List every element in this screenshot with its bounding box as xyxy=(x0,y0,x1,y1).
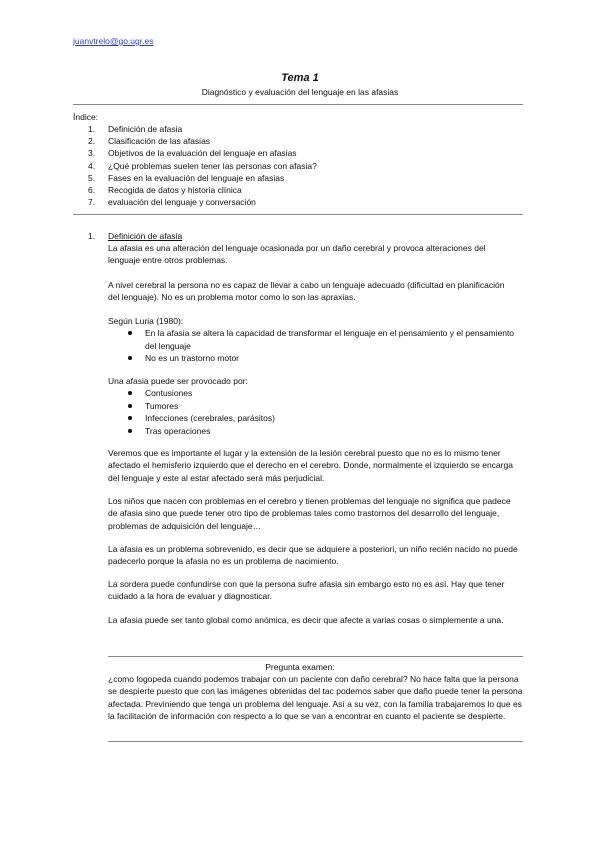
paragraph-text: La sordera puede confundirse con que la persona sufre afasia sin embargo esto no es así. Hay que tener cuidado a la hora de evaluar y diagnosticar. xyxy=(108,579,505,602)
list-item: En la afasia se altera la capacidad de transformar el lenguaje en el pensamiento y el pensamiento del lenguaje xyxy=(108,327,518,352)
divider xyxy=(108,656,523,657)
index-item-text: Objetivos de la evaluación del lenguaje en afasias xyxy=(108,148,297,159)
list-item: No es un trastorno motor xyxy=(108,352,518,364)
index-item-text: evaluación del lenguaje y conversación xyxy=(108,197,256,208)
paragraph xyxy=(108,495,518,532)
list-item: Tumores xyxy=(108,400,518,412)
index-item-num: 4. xyxy=(88,160,96,171)
list-item: Infecciones (cerebrales, parásitos) xyxy=(108,412,518,424)
paragraph-text: Los niños que nacen con problemas en el cerebro y tienen problemas del lenguaje no significa que padece de afasia sino que puede tener otro tipo de problemas tales como trastornos del desarrollo del lenguaje, problemas de adquisición del lenguaje… xyxy=(108,496,511,531)
divider xyxy=(73,104,523,105)
exam-block xyxy=(108,673,524,723)
index-item-num: 6. xyxy=(88,185,96,196)
luria-block xyxy=(108,315,518,365)
exam-title: Pregunta examen: xyxy=(265,662,335,672)
email-link[interactable]: juanvtrelo@go.ugr.es xyxy=(73,36,154,46)
index-item xyxy=(88,160,317,172)
index-item-num: 3. xyxy=(88,148,96,159)
index-item xyxy=(88,172,317,184)
section-title: Definición de afasia xyxy=(108,231,183,241)
paragraph xyxy=(108,279,518,304)
index-item-num: 5. xyxy=(88,172,96,183)
index-item-text: ¿Qué problemas suelen tener las personas con afasia? xyxy=(108,160,317,171)
paragraph-text: Veremos que es importante el lugar y la extensión de la lesión cerebral puesto que no es lo mismo tener afectado el hemisferio izquierdo que el derecho en el cerebro. Donde, normalmente el izquierdo se encarga del lenguaje y este al estar afectado será más perjudicial. xyxy=(108,448,513,483)
index-item xyxy=(88,184,317,196)
section-num: 1. xyxy=(88,231,96,241)
paragraph xyxy=(108,614,518,626)
exam-text: ¿como logopeda cuando podemos trabajar con un paciente con daño cerebral? No hace falta que la persona se despierte puesto que con las imágenes obtenidas del tac podemos saber que daño puede tener la persona afectada. Previniendo que tenga un problema del lenguaje. Así a su vez, con la familia trabajaremos lo que es la facilitación de información con respecto a lo que se van a encontrar en cuanto el paciente se despierte. xyxy=(108,674,523,722)
paragraph-text: A nivel cerebral la persona no es capaz de llevar a cabo un lenguaje adecuado (dificultad en planificación del lenguaje). No es un problema motor como lo son las apraxias. xyxy=(108,280,505,303)
index-item xyxy=(88,135,317,147)
paragraph-text: La afasia es una alteración del lenguaje ocasionada por un daño cerebral y provoca alteraciones del lenguaje entre otros problemas. xyxy=(108,243,486,266)
index-item-text: Definición de afasia xyxy=(108,124,183,134)
index-item-text: Fases en la evaluación del lenguaje en afasias xyxy=(108,172,285,183)
index-item-text: Clasificación de las afasias xyxy=(108,136,211,147)
index-item-num: 7. xyxy=(88,197,96,208)
causes-list xyxy=(108,387,518,437)
paragraph-text: La afasia es un problema sobrevenido, es decir que se adquiere a posteriori, un niño recién nacido no puede padecerlo porque la afasia no es un problema de nacimiento. xyxy=(108,544,518,567)
index-list xyxy=(88,123,317,208)
divider xyxy=(73,214,523,215)
index-item-text: Recogida de datos y historia clínica xyxy=(108,185,242,196)
causes-block xyxy=(108,375,518,437)
index-item-num: 2. xyxy=(88,136,96,147)
page-subtitle: Diagnóstico y evaluación del lenguaje en las afasias xyxy=(201,87,399,97)
luria-list xyxy=(108,327,518,364)
paragraph xyxy=(108,578,518,603)
index-item xyxy=(88,147,317,159)
list-item: Tras operaciones xyxy=(108,425,518,437)
paragraph xyxy=(108,447,518,484)
paragraph-text: La afasia puede ser tanto global como anómica, es decir que afecte a varias cosas o simplemente a una. xyxy=(108,615,504,625)
index-item xyxy=(88,196,317,208)
index-item xyxy=(88,123,317,135)
paragraph xyxy=(108,242,518,267)
list-item: Contusiones xyxy=(108,387,518,399)
paragraph xyxy=(108,543,518,568)
section-heading xyxy=(88,231,182,241)
luria-label: Según Luria (1980): xyxy=(108,316,184,326)
page-title: Tema 1 xyxy=(281,72,319,84)
causes-label: Una afasia puede ser provocado por: xyxy=(108,376,248,386)
index-label: Índice: xyxy=(73,112,99,122)
index-item-num: 1. xyxy=(88,124,96,134)
divider xyxy=(108,741,523,742)
